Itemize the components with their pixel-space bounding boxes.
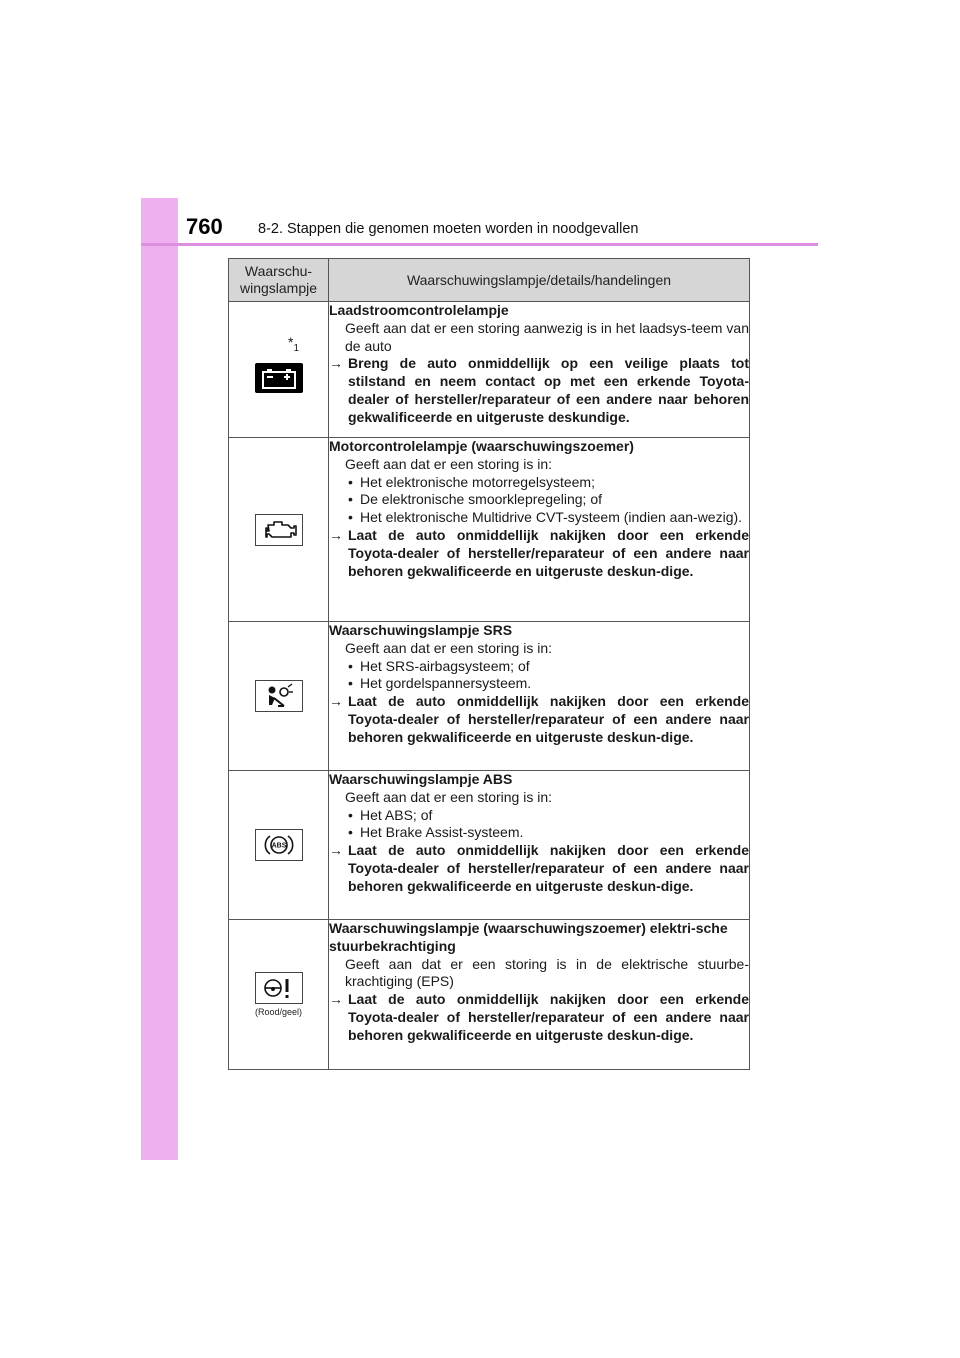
list-item-text: Het elektronische motorregelsysteem; [360, 473, 595, 490]
arrow-icon: → [329, 991, 343, 1008]
lamp-icon-cell [229, 302, 329, 438]
arrow-icon: → [329, 526, 343, 543]
lamp-action [329, 355, 749, 426]
lamp-action-text: Breng de auto onmiddellijk op een veilige plaats tot stilstand en neem contact op met een erkende Toyota-dealer of hersteller/reparateur of een andere naar behoren gekwalificeerde en uitgeruste deskundige. [348, 355, 749, 425]
list-item-text: Het gordelspannersysteem. [360, 675, 532, 692]
list-item [329, 807, 749, 825]
lamp-title: Waarschuwingslampje SRS [329, 622, 513, 638]
list-item [329, 509, 749, 527]
footnote-marker [288, 334, 299, 354]
lamp-details-cell [329, 771, 750, 920]
abs-icon [255, 829, 303, 861]
lamp-color-note: (Rood/geel) [254, 1007, 303, 1017]
list-item-text: Het elektronische Multidrive CVT-systeem (indien aan-wezig). [360, 509, 743, 526]
chapter-sidebar-tab [141, 198, 178, 1160]
bullet-glyph: • [348, 675, 353, 692]
lamp-title: Motorcontrolelampje (waarschuwingszoemer) [329, 438, 634, 454]
page-number: 760 [186, 214, 223, 239]
column-header-lamp-line2: wingslampje [239, 280, 318, 296]
lamp-action-text: Laat de auto onmiddellijk nakijken door een erkende Toyota-dealer of hersteller/reparateur of een andere naar behoren gekwalificeerde en uitgeruste deskun-dige. [348, 526, 749, 579]
footnote-number: 1 [293, 342, 300, 354]
battery-icon [255, 363, 303, 393]
lamp-title: Laadstroomcontrolelampje [329, 302, 509, 318]
lamp-icon-cell [229, 438, 329, 622]
lamp-details-cell [329, 920, 750, 1070]
lamp-icon-cell [229, 622, 329, 771]
list-item-text: De elektronische smoorklepregeling; of [360, 491, 603, 508]
table-row [229, 438, 750, 622]
list-item [329, 824, 749, 842]
warning-lamp-table [228, 258, 750, 1070]
lamp-action-text: Laat de auto onmiddellijk nakijken door een erkende Toyota-dealer of hersteller/reparateur of een andere naar behoren gekwalificeerde en uitgeruste deskun-dige. [348, 991, 749, 1043]
footnote-star: * [288, 334, 294, 350]
bullet-glyph: • [348, 806, 353, 823]
list-item-text: Het SRS-airbagsysteem; of [360, 657, 530, 674]
lamp-action [329, 991, 749, 1044]
lamp-icon-cell [229, 920, 329, 1070]
column-header-lamp [229, 259, 329, 302]
table-row [229, 302, 750, 438]
lamp-details-cell [329, 302, 750, 438]
steering-warning-icon [255, 972, 303, 1004]
lamp-title: Waarschuwingslampje ABS [329, 771, 513, 787]
list-item [329, 658, 749, 676]
bullet-glyph: • [348, 657, 353, 674]
lamp-description: Geeft aan dat er een storing is in: [345, 639, 553, 656]
arrow-icon: → [329, 842, 343, 859]
table-row [229, 920, 750, 1070]
engine-icon [255, 514, 303, 546]
lamp-icon-cell [229, 771, 329, 920]
list-item [329, 675, 749, 693]
bullet-glyph: • [348, 509, 353, 526]
lamp-action [329, 842, 749, 895]
lamp-description: Geeft aan dat er een storing is in de elektrische stuurbe-krachtiging (EPS) [345, 955, 749, 990]
airbag-icon [255, 680, 303, 712]
arrow-icon: → [329, 355, 343, 372]
lamp-title: Waarschuwingslampje (waarschuwingszoemer) elektri-sche stuurbekrachtiging [329, 920, 728, 954]
lamp-description: Geeft aan dat er een storing is in: [345, 455, 553, 472]
table-row [229, 771, 750, 920]
column-header-details: Waarschuwingslampje/details/handelingen [329, 259, 750, 302]
abs-icon-text: ABS [271, 842, 286, 850]
lamp-description: Geeft aan dat er een storing aanwezig is in het laadsys-teem van de auto [345, 319, 749, 354]
table-row [229, 622, 750, 771]
lamp-action-text: Laat de auto onmiddellijk nakijken door een erkende Toyota-dealer of hersteller/reparateur of een andere naar behoren gekwalificeerde en uitgeruste deskun-dige. [348, 693, 749, 745]
bullet-glyph: • [348, 491, 353, 508]
column-header-lamp-line1: Waarschu- [244, 263, 313, 279]
section-title: 8-2. Stappen die genomen moeten worden in noodgevallen [258, 221, 639, 237]
lamp-details-cell [329, 438, 750, 622]
lamp-action [329, 693, 749, 746]
bullet-glyph: • [348, 473, 353, 490]
header-divider [141, 243, 818, 246]
lamp-description: Geeft aan dat er een storing is in: [345, 788, 553, 805]
list-item-text: Het ABS; of [360, 806, 433, 823]
lamp-action-text: Laat de auto onmiddellijk nakijken door een erkende Toyota-dealer of hersteller/reparateur of een andere naar behoren gekwalificeerde en uitgeruste deskun-dige. [348, 842, 749, 894]
lamp-action [329, 527, 749, 580]
arrow-icon: → [329, 693, 343, 710]
lamp-details-cell [329, 622, 750, 771]
list-item [329, 491, 749, 509]
list-item-text: Het Brake Assist-systeem. [360, 824, 524, 841]
list-item [329, 474, 749, 492]
bullet-glyph: • [348, 824, 353, 841]
table-header-row [229, 259, 750, 302]
